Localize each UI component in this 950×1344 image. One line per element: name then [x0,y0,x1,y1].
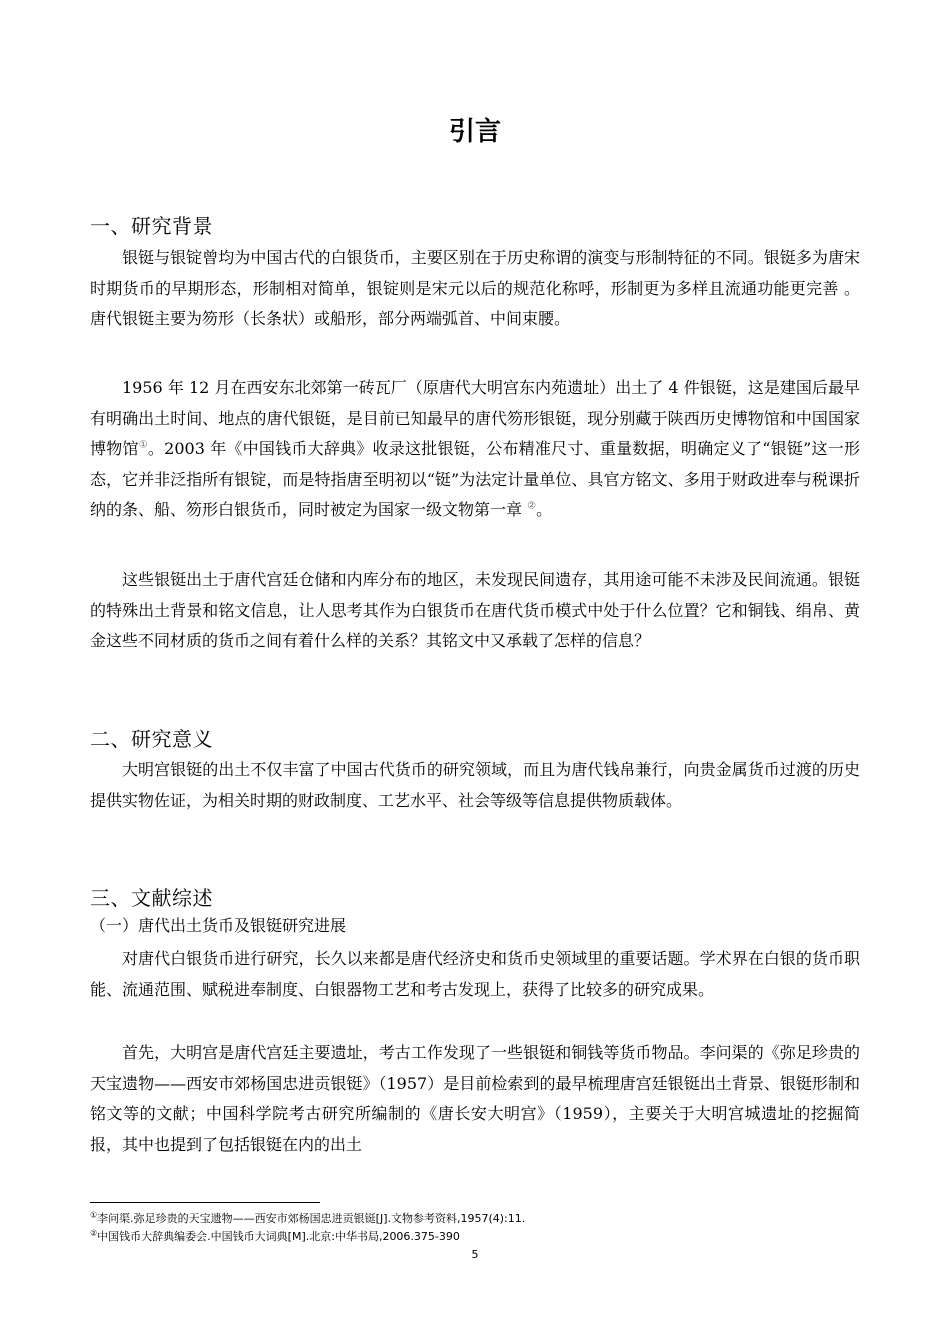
footnote-ref-2: ② [527,501,537,513]
paragraph: 这些银铤出土于唐代宫廷仓储和内库分布的地区，未发现民间遗存，其用途可能不未涉及民间流通。银铤的特殊出土背景和铭文信息，让人思考其作为白银货币在唐代货币模式中处于什么位置？它和铜钱、绢帛、黄金这些不同材质的货币之间有着什么样的关系？其铭文中又承载了怎样的信息？ [90,570,860,651]
paragraph: 银铤与银锭曾均为中国古代的白银货币，主要区别在于历史称谓的演变与形制特征的不同。银铤多为唐宋时期货币的早期形态，形制相对简单，银锭则是宋元以后的规范化称呼，形制更为多样且流通功能更完善 。唐代银铤主要为笏形（长条状）或船形，部分两端弧首、中间束腰。 [90,248,860,329]
footnote [90,1210,860,1228]
paragraph: 首先，大明宫是唐代宫廷主要遗址，考古工作发现了一些银铤和铜钱等货币物品。李问渠的《弥足珍贵的天宝遗物——西安市郊杨国忠进贡银铤》（1957）是目前检索到的最早梳理唐宫廷银铤出土背景、银铤形制和铭文等的文献；中国科学院考古研究所编制的《唐长安大明宫》（1959），主要关于大明宫城遗址的挖掘简报，其中也提到了包括银铤在内的出土 [90,1043,860,1154]
paragraph-text: 。 [536,500,553,520]
footnote-mark: ① [90,1210,98,1220]
subsection-heading: （一）唐代出土货币及银铤研究进展 [90,916,347,935]
paragraph: 对唐代白银货币进行研究，长久以来都是唐代经济史和货币史领域里的重要话题。学术界在白银的货币职能、流通范围、赋税进奉制度、白银器物工艺和考古发现上，获得了比较多的研究成果。 [90,949,860,999]
paragraph [90,373,860,526]
paragraph: 大明宫银铤的出土不仅丰富了中国古代货币的研究领域，而且为唐代钱帛兼行，向贵金属货币过渡的历史提供实物佐证，为相关时期的财政制度、工艺水平、社会等级等信息提供物质载体。 [90,760,860,810]
footnotes [90,1210,860,1246]
footnote-ref-1: ① [138,439,148,451]
paragraph-text: 。2003 年《中国钱币大辞典》收录这批银铤，公布精准尺寸、重量数据，明确定义了“银铤”这一形态，它并非泛指所有银锭，而是特指唐至明初以“铤”为法定计量单位、具官方铭文、多用于财政进奉与税课折纳的条、船、笏形白银货币，同时被定为国家一级文物第一章 [90,439,860,520]
section-heading-background: 一、研究背景 [90,214,213,238]
page-title: 引言 [448,117,501,147]
footnote-divider [90,1202,320,1203]
page-number: 5 [471,1248,479,1261]
footnote-text: 中国钱币大辞典编委会.中国钱币大词典[M].北京:中华书局,2006.375-390 [97,1230,460,1243]
footnote-text: 李问渠.弥足珍贵的天宝遗物——西安市郊杨国忠进贡银铤[J].文物参考资料,1957(4):11. [97,1212,526,1225]
footnote-mark: ② [90,1228,98,1238]
section-heading-literature-review: 三、文献综述 [90,886,213,910]
footnote [90,1228,860,1246]
section-heading-significance: 二、研究意义 [90,727,213,751]
paragraph-text: 1956 年 12 月在西安东北郊第一砖瓦厂（原唐代大明宫东内苑遗址）出土了 4 件银铤，这是建国后最早有明确出土时间、地点的唐代银铤，是目前已知最早的唐代笏形银铤，现分别藏于陕西历史博物馆和中国国家博物馆 [90,378,860,459]
